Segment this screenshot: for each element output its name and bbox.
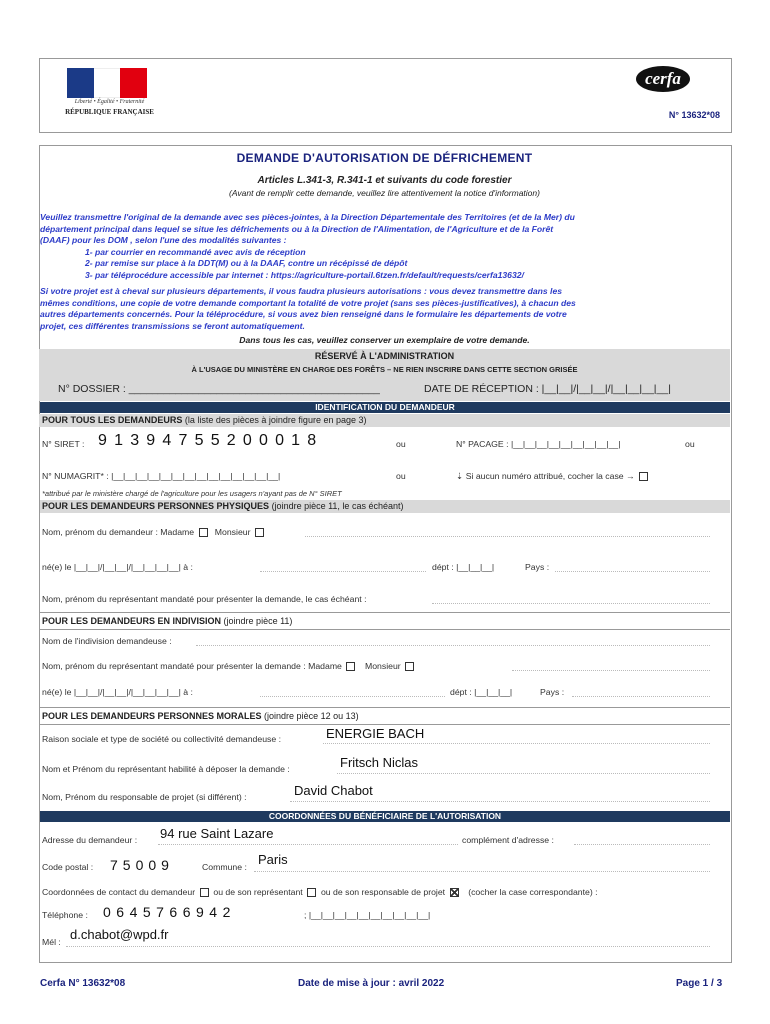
indivision-name-label: Nom de l'indivision demandeuse :: [42, 636, 172, 646]
divider: [39, 724, 730, 725]
multi-dept-line: projet, ces différentes transmissions se feront automatiquement.: [40, 320, 305, 331]
instruction-line: (DAAF) pour les DOM , selon l'une des modalités suivantes :: [40, 235, 287, 245]
republic-motto: Liberté • Égalité • Fraternité: [74, 99, 145, 105]
mail-input[interactable]: d.chabot@wpd.fr: [70, 927, 169, 942]
contact-label: Coordonnées de contact du demandeur: [42, 887, 196, 897]
complement-label: complément d'adresse :: [462, 835, 554, 845]
physical-rep-input[interactable]: [432, 603, 710, 604]
indivision-name-input[interactable]: [196, 645, 710, 646]
mail-line: [66, 946, 710, 947]
keep-copy-note: Dans tous les cas, veuillez conserver un exemplaire de votre demande.: [239, 335, 530, 345]
ou-label: ou: [396, 471, 406, 481]
all-applicants-label: POUR TOUS LES DEMANDEURS: [42, 415, 183, 425]
contact-manager-checkbox[interactable]: [450, 888, 459, 897]
indivision-pays-input[interactable]: [572, 696, 710, 697]
admin-subtitle: À L'USAGE DU MINISTÈRE EN CHARGE DES FORÊTS – NE RIEN INSCRIRE DANS CETTE SECTION GRISÉE: [191, 365, 578, 374]
multi-department-block: [40, 286, 730, 332]
physical-born-field[interactable]: né(e) le |__|__|/|__|__|/|__|__|__|__| à :: [42, 562, 193, 572]
form-note: (Avant de remplir cette demande, veuillez lire attentivement la notice d'information): [229, 188, 540, 198]
physical-name-row: [42, 527, 264, 537]
indivision-note: (joindre pièce 11): [223, 616, 293, 626]
phone-label: Téléphone :: [42, 910, 88, 920]
coords-title: COORDONNÉES DU BÉNÉFICIAIRE DE L'AUTORISATION: [40, 811, 730, 822]
multi-dept-line: mêmes conditions, une copie de votre demande comportant la totalité de votre projet (sans ses pièces-justificatives), à chacun des: [40, 297, 576, 308]
divider: [39, 707, 730, 708]
modality-line: 3- par téléprocédure accessible par internet : https://agriculture-portail.6tzen.fr/default/requests/cerfa13632/: [85, 269, 524, 280]
contact-applicant-checkbox[interactable]: [200, 888, 209, 897]
indivision-monsieur-checkbox[interactable]: [405, 662, 414, 671]
physical-monsieur-label: Monsieur: [214, 527, 251, 537]
siret-input[interactable]: 91394755200018: [98, 432, 324, 449]
footer-cerfa: Cerfa N° 13632*08: [40, 978, 126, 989]
indivision-rep-input[interactable]: [512, 670, 710, 671]
physical-name-label: Nom, prénom du demandeur : Madame: [42, 527, 195, 537]
moral-company-line: [323, 743, 710, 744]
physical-rep-label: Nom, prénom du représentant mandaté pour présenter la demande, le cas échéant :: [42, 594, 367, 604]
moral-company-input[interactable]: ENERGIE BACH: [326, 726, 425, 741]
indivision-born-field[interactable]: né(e) le |__|__|/|__|__|/|__|__|__|__| à :: [42, 687, 193, 697]
address-input[interactable]: 94 rue Saint Lazare: [160, 826, 274, 841]
commune-label: Commune :: [202, 862, 247, 872]
moral-rep-line: [337, 773, 710, 774]
all-applicants-note: (la liste des pièces à joindre figure en page 3): [184, 415, 367, 425]
contact-manager-label: ou de son responsable de projet: [320, 887, 446, 897]
indivision-rep-label: Nom, prénom du représentant mandaté pour présenter la demande : Madame: [42, 661, 342, 671]
instruction-line: Veuillez transmettre l'original de la demande avec ses pièces-jointes, à la Direction Départementale des Territoires (et de la Mer) du: [40, 212, 575, 222]
moral-note: (joindre pièce 12 ou 13): [264, 711, 359, 721]
indivision-pays-label: Pays :: [540, 687, 565, 697]
dossier-number-field: N° DOSSIER : ___________________________________________: [58, 383, 380, 395]
address-line: [158, 844, 458, 845]
indivision-dept-field[interactable]: dépt : |__|__|__|: [450, 687, 513, 697]
identification-title: IDENTIFICATION DU DEMANDEUR: [40, 402, 730, 413]
ou-label: ou: [396, 439, 406, 449]
divider: [39, 629, 730, 630]
siret-label: N° SIRET :: [42, 439, 85, 449]
numagrit-field[interactable]: N° NUMAGRIT* : |__|__|__|__|__|__|__|__|__|__|__|__|__|__|: [42, 471, 281, 481]
moral-label: POUR LES DEMANDEURS PERSONNES MORALES: [42, 711, 262, 721]
contact-rep-checkbox[interactable]: [307, 888, 316, 897]
physical-label: POUR LES DEMANDEURS PERSONNES PHYSIQUES: [42, 501, 270, 511]
physical-name-input[interactable]: [305, 536, 710, 537]
contact-rep-label: ou de son représentant: [213, 887, 303, 897]
reception-date-field: DATE DE RÉCEPTION : |__|__|/|__|__|/|__|__|__|__|: [424, 383, 671, 395]
instruction-line: département principal dans lequel se situe les défrichements ou à la Direction de l'Alimentation, de l'Agriculture et de la Forêt: [40, 223, 554, 234]
physical-note: (joindre pièce 11, le cas échéant): [271, 501, 404, 511]
indivision-rep-row: [42, 661, 414, 671]
contact-note: (cocher la case correspondante) :: [468, 887, 598, 897]
indivision-monsieur-label: Monsieur: [364, 661, 401, 671]
ou-label: ou: [685, 439, 695, 449]
pacage-field[interactable]: N° PACAGE : |__|__|__|__|__|__|__|__|__|: [456, 439, 621, 449]
address-label: Adresse du demandeur :: [42, 835, 138, 845]
commune-input[interactable]: Paris: [258, 852, 288, 867]
republic-name: RÉPUBLIQUE FRANÇAISE: [65, 108, 154, 116]
modality-line: 1- par courrier en recommandé avec avis de réception: [85, 246, 306, 257]
physical-monsieur-checkbox[interactable]: [255, 528, 264, 537]
republique-logo-icon: [67, 68, 147, 98]
phone-input[interactable]: 0645766942: [103, 904, 236, 920]
indivision-label: POUR LES DEMANDEURS EN INDIVISION: [42, 616, 222, 626]
multi-dept-line: Si votre projet est à cheval sur plusieurs départements, il vous faudra plusieurs autorisations : vous devez transmettre dans les: [40, 286, 562, 296]
multi-dept-line: autres départements concernés. Pour la téléprocédure, si vous avez bien renseigné dans le formulaire les départements de votre: [40, 309, 567, 319]
instructions-block: [40, 212, 730, 281]
moral-rep-input[interactable]: Fritsch Niclas: [340, 755, 419, 770]
mail-label: Mél :: [42, 937, 61, 947]
moral-title: [42, 711, 359, 721]
physical-birthplace-input[interactable]: [260, 571, 426, 572]
physical-pays-label: Pays :: [525, 562, 550, 572]
moral-manager-line: [290, 801, 710, 802]
postal-input[interactable]: 75009: [110, 857, 174, 873]
physical-title: [42, 501, 403, 511]
moral-manager-input[interactable]: David Chabot: [294, 783, 373, 798]
footer-date: Date de mise à jour : avril 2022: [298, 978, 445, 989]
complement-input[interactable]: [574, 844, 710, 845]
physical-madame-checkbox[interactable]: [199, 528, 208, 537]
arrow-down-icon: ⇣: [456, 471, 464, 481]
modality-line: 2- par remise sur place à la DDT(M) ou à la DAAF, contre un récépissé de dépôt: [85, 258, 408, 268]
contact-row: [42, 887, 598, 897]
indivision-birthplace-input[interactable]: [260, 696, 445, 697]
divider: [39, 612, 730, 613]
phone-alt-field[interactable]: ; |__|__|__|__|__|__|__|__|__|__|: [304, 910, 431, 920]
form-articles: Articles L.341-3, R.341-1 et suivants du code forestier: [257, 175, 512, 186]
no-number-label: Si aucun numéro attribué, cocher la case →: [465, 471, 635, 481]
indivision-title: [42, 616, 292, 626]
moral-rep-label: Nom et Prénom du représentant habilité à déposer la demande :: [42, 764, 290, 774]
postal-label: Code postal :: [42, 862, 94, 872]
cerfa-number: N° 13632*08: [668, 110, 720, 120]
physical-dept-field[interactable]: dépt : |__|__|__|: [432, 562, 495, 572]
admin-title: RÉSERVÉ À L'ADMINISTRATION: [314, 351, 455, 361]
all-applicants-title: [42, 415, 366, 425]
no-number-checkbox[interactable]: [639, 472, 648, 481]
numagrit-footnote: *attribué par le ministère chargé de l'agriculture pour les usagers n'ayant pas de N° SIRET: [42, 489, 342, 498]
footer-page: Page 1 / 3: [676, 978, 723, 989]
commune-line: [254, 871, 710, 872]
indivision-madame-checkbox[interactable]: [346, 662, 355, 671]
form-title: DEMANDE D'AUTORISATION DE DÉFRICHEMENT: [236, 151, 533, 165]
moral-manager-label: Nom, Prénom du responsable de projet (si différent) :: [42, 792, 247, 802]
no-number-option: [456, 471, 648, 482]
physical-pays-input[interactable]: [555, 571, 710, 572]
cerfa-logo: cerfa: [636, 66, 690, 92]
moral-company-label: Raison sociale et type de société ou collectivité demandeuse :: [42, 734, 282, 744]
